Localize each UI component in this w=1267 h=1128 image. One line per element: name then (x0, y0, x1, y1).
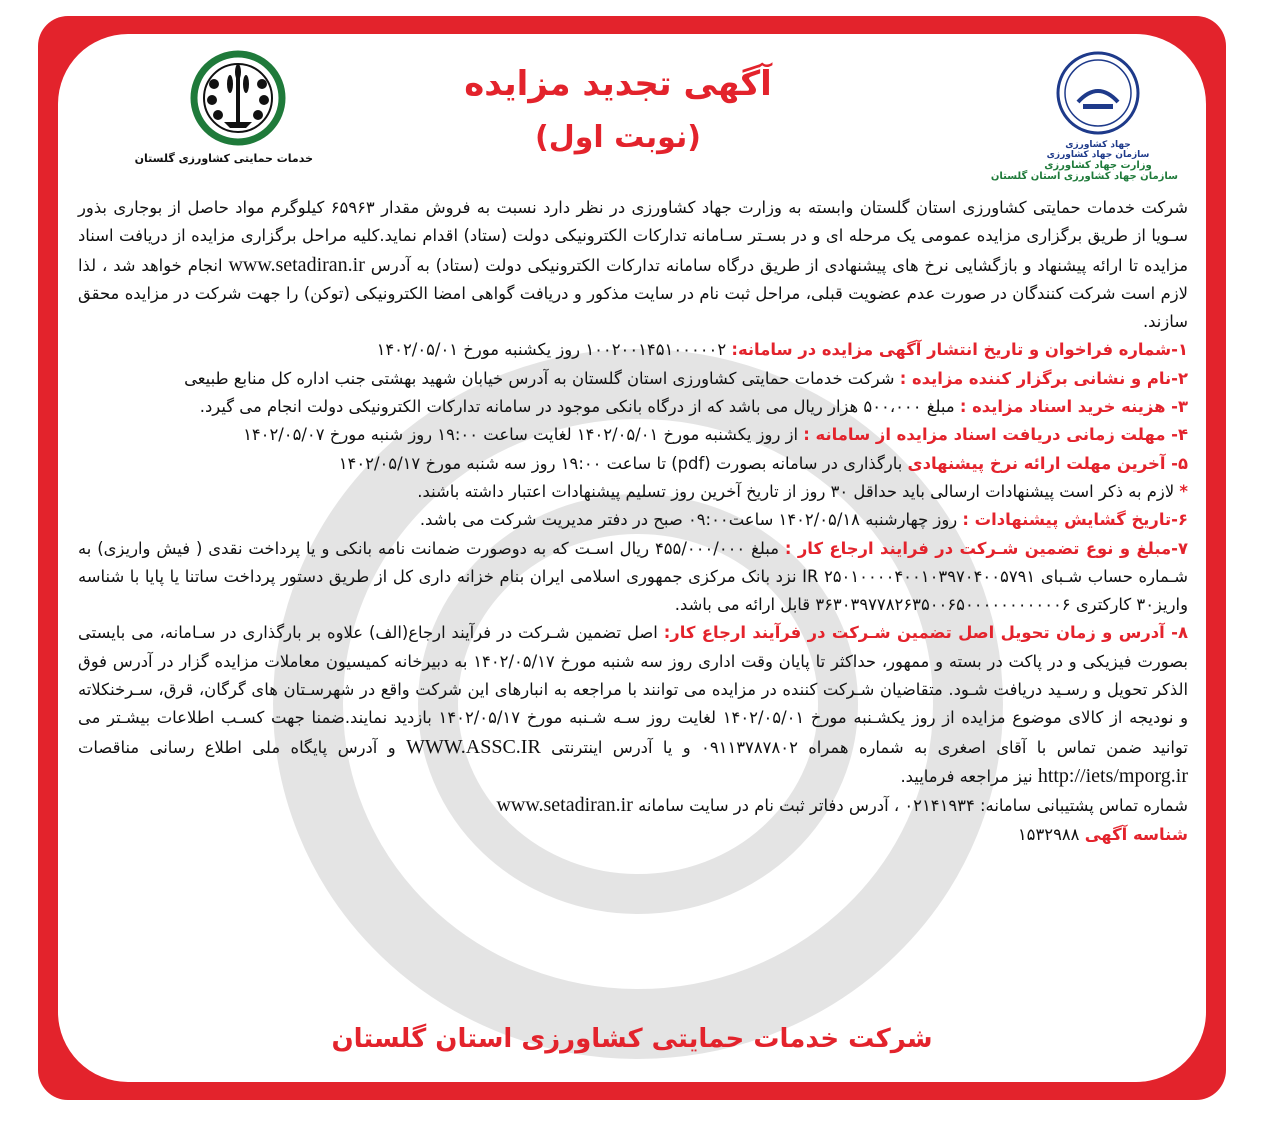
item-6-label: ۶-تاریخ گشایش پیشنهادات : (962, 510, 1188, 530)
item-7-text: مبلغ ۴۵۵/۰۰۰/۰۰۰ ریال اسـت که به دوصورت ضمانت نامه بانکی و یا پرداخت نقدی ( فیش واریزی) به شـماره حساب شـبای IR ۲۵۰۱۰۰۰۰۴۰۰۱۰۳۹۷۰۴۰۰۵۷۹۱ نزد بانک مرکزی جمهوری اسلامی ایران بنام خزانه داری کل از طریق دستور پرداخت ساتنا یا پایا با شناسه واریز۳۰ کارکتری ۳۶۳۰۳۹۷۷۸۲۶۳۵۰۰۶۵۰۰۰۰۰۰۰۰۰۰۰۶ قابل ارائه می باشد. (78, 538, 1189, 615)
item-2-label: ۲-نام و نشانی برگزار کننده مزایده : (899, 368, 1188, 388)
right-logo-top: سازمان جهاد کشاورزی (1046, 150, 1150, 160)
item-4 (78, 421, 1188, 449)
item-8-text: اصل تضمین شـرکت در فرآیند ارجاع(الف) علاوه بر بارگذاری در سـامانه، می بایستی بصورت فیزیکی و در پاکت در بسته و ممهور، حداکثر تا پایان وقت اداری روز سه شنبه مورخ ۱۴۰۲/۰۵/۱۷ به دبیرخانه کمیسیون معاملات مزایده گزار در آدرس فوق الذکر تحویل و رسـید دریافت شـود. متقاضیان شـرکت کننده در مزایده می توانند با مراجعه به انبارهای این شرکت واقع در شهرسـتان های گرگان، قرق، سـرخنکلاته و نودیجه از کالای موضوع مزایده از روز یکشـنبه مورخ ۱۴۰۲/۰۵/۰۱ لغایت روز سـه شـنبه مورخ ۱۴۰۲/۰۵/۱۷ بازدید نمایند.ضمنا جهت کسـب اطلاعات بیشـتر می توانید ضمن تماس با آقای اصغری به شماره همراه ۰۹۱۱۳۷۸۷۸۰۲ و یا آدرس اینترنتی (78, 623, 1188, 757)
right-caption-organization: سازمان جهاد کشاورزی استان گلستان (990, 171, 1178, 182)
item-1-label: ۱-شماره فراخوان و تاریخ انتشار آگهی مزایده در سامانه: (731, 340, 1188, 360)
item-8 (78, 619, 1188, 791)
note-text: لازم به ذکر است پیشنهادات ارسالی باید حداقل ۳۰ روز از تاریخ آخرین روز تسلیم پیشنهادات اعتبار داشته باشند. (417, 481, 1175, 501)
item-5-text: بارگذاری در سامانه بصورت (pdf) تا ساعت ۱۹:۰۰ روز سه شنبه مورخ ۱۴۰۲/۰۵/۱۷ (338, 453, 903, 473)
item-5-label: ۵- آخرین مهلت ارائه نرخ پیشنهادی (907, 453, 1188, 473)
item-8-end: نیز مراجعه فرمایید. (900, 766, 1033, 786)
page-title: آگهی تجدید مزایده (464, 64, 772, 104)
footer-company-name: شرکت خدمات حمایتی کشاورزی استان گلستان (331, 1024, 933, 1054)
item-4-text: از روز یکشنبه مورخ ۱۴۰۲/۰۵/۰۱ لغایت ساعت ۱۹:۰۰ روز شنبه مورخ ۱۴۰۲/۰۵/۰۷ (243, 425, 799, 445)
item-6-text: روز چهارشنبه ۱۴۰۲/۰۵/۱۸ ساعت۰۹:۰۰ صبح در دفتر مدیریت شرکت می باشد. (419, 510, 958, 530)
item-1 (78, 336, 1188, 364)
item-3-text: مبلغ ۵۰۰،۰۰۰ هزار ریال می باشد که از درگاه بانکی موجود در سامانه تدارکات الکترونیکی دولت انجام می گیرد. (199, 397, 955, 417)
note (78, 478, 1188, 506)
intro-paragraph (78, 194, 1188, 336)
item-4-label: ۴- مهلت زمانی دریافت اسناد مزایده از سامانه : (803, 425, 1188, 445)
right-logo-text: جهاد کشاورزی (1065, 140, 1131, 150)
page-subtitle: (نوبت اول) (535, 120, 701, 155)
ad-id-label: شناسه آگهی (1084, 824, 1188, 844)
note-mark: * (1179, 481, 1188, 501)
item-7-label: ۷-مبلغ و نوع تضمین شـرکت در فرایند ارجاع کار : (784, 538, 1188, 558)
support-line (78, 791, 1188, 820)
item-3 (78, 393, 1188, 421)
left-logo-caption: خدمات حمایتی کشاورزی گلستان (134, 152, 313, 165)
item-1-text: ۱۰۰۲۰۰۱۴۵۱۰۰۰۰۰۲ روز یکشنبه مورخ ۱۴۰۲/۰۵/۰۱ (376, 340, 727, 360)
item-2-text: شرکت خدمات حمایتی کشاورزی استان گلستان به آدرس خیابان شهید بهشتی جنب اداره کل منابع طبیعی (184, 368, 895, 388)
iets-url-link[interactable]: http://iets/mporg.ir (1037, 764, 1188, 787)
support-text: شماره تماس پشتیبانی سامانه: ۰۲۱۴۱۹۳۴ ، آدرس دفاتر ثبت نام در سایت سامانه (638, 796, 1188, 816)
item-5 (78, 450, 1188, 478)
support-url-link[interactable]: www.setadiran.ir (496, 794, 633, 817)
document-sheet (58, 34, 1206, 1082)
right-caption-ministry: وزارت جهاد کشاورزی (1044, 160, 1152, 171)
assc-url-link[interactable]: WWW.ASSC.IR (405, 735, 541, 758)
ad-id-value: ۱۵۳۲۹۸۸ (1017, 824, 1080, 844)
item-6 (78, 506, 1188, 534)
item-8-mid: و آدرس پایگاه ملی اطلاع رسانی مناقصات (78, 737, 396, 757)
red-frame (38, 16, 1226, 1100)
intro-text-2: انجام خواهد شد ، لذا لازم است شرکت کنندگان در صورت عدم عضویت قبلی، مراحل ثبت نام در سایت مذکور و دریافت گواهی امضا الکترونیکی (توکن) را جهت شرکت در مزایده محقق سازند. (78, 255, 1188, 332)
item-7 (78, 535, 1188, 620)
item-3-label: ۳- هزینه خرید اسناد مزایده : (959, 397, 1188, 417)
item-8-label: ۸- آدرس و زمان تحویل اصل تضمین شـرکت در فرآیند ارجاع کار: (663, 623, 1188, 643)
item-2 (78, 365, 1188, 393)
golestan-logo (134, 50, 313, 165)
intro-text-1: شرکت خدمات حمایتی کشاورزی استان گلستان وابسته به وزارت جهاد کشاورزی در نظر دارد نسبت به فروش مقدار ۶۵۹۶۳ کیلوگرم مواد حاصل از بوجاری بذور سـویا از طریق برگزاری مزایده عمومی یک مرحله ای و در بسـتر سـامانه تدارکات الکترونیکی دولت (ستاد) اقدام نماید.کلیه مراحل برگزاری مزایده از دریافت اسناد مزایده تا ارائه پیشنهاد و بازگشایی نرخ های پیشنهادی از طریق درگاه سامانه تدارکات الکترونیکی دولت (ستاد) به آدرس (78, 198, 1189, 275)
jahad-emblem-icon (1053, 50, 1143, 136)
setad-url-link[interactable]: www.setadiran.ir (228, 253, 365, 276)
announcement-body (78, 194, 1188, 849)
ministry-logo (990, 50, 1178, 182)
ad-id-line (78, 821, 1188, 849)
wheat-emblem-icon (190, 50, 286, 146)
